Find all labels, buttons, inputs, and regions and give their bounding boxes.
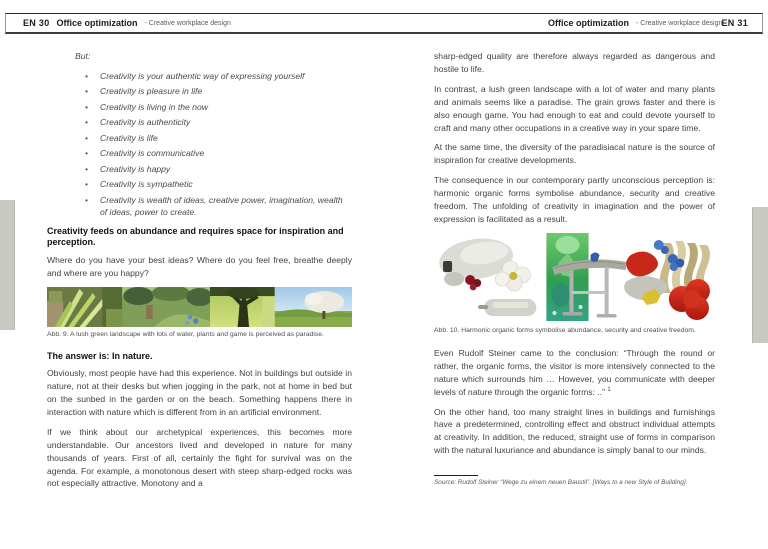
header-right	[548, 14, 722, 32]
bullet-icon: •	[85, 117, 89, 128]
list-item: • Creativity is living in the now	[85, 101, 208, 112]
chapter-title-left: Office optimization	[56, 18, 138, 28]
paragraph: In contrast, a lush green landscape with a lot of water and many plants and animals seems like a paradise. The grain grows faster and there is also enough game. You had enough to eat and could devote yourself to craft and many other occupations in a creative way in your spare time.	[434, 83, 715, 133]
page-right	[434, 50, 715, 487]
bullet-icon: •	[85, 70, 89, 81]
footnote-text: Source: Rudolf Steiner “Wege zu einem neuen Baustil”. [Ways to a new Style of Building].	[434, 479, 688, 487]
paragraph: If we think about our archetypical experiences, this becomes more understandable. Our ancestors lived and developed in nature for many thousands of years. First of all, certainly the fight for survival was on the agenda. For example, a monotonous desert with steep sharp-edged rocks was not especially attractive. Monotony and a	[47, 426, 352, 489]
footnote-rule	[434, 475, 478, 476]
page-number-left: EN 30	[23, 18, 50, 28]
header-left	[23, 14, 231, 32]
paragraph: The consequence in our contemporary partly unconscious perception is: harmonic organic forms symbolise abundance, security and creative freedom. The unfolding of creativity in imagination and the power of expression is facilitated as a result.	[434, 175, 715, 224]
paragraph: Where do you have your best ideas? Where do you feel free, breathe deeply and where are you happy?	[47, 254, 352, 278]
footnote-block	[434, 475, 715, 487]
paragraph: On the other hand, too many straight lines in buildings and furnishings have a predetermined, controlling effect and obstruct individual attempts at creativity. In addition, the reduced, straight use of forms in comparison with the natural luxuriance and abundance is simply banal to our minds.	[434, 406, 715, 456]
list-item: • Creativity is pleasure in life	[85, 86, 203, 97]
creativity-bullet-list	[47, 70, 352, 218]
list-item: • Creativity is communicative	[85, 148, 205, 159]
figure-9-image	[47, 287, 352, 327]
list-item: • Creativity is your authentic way of expressing yourself	[85, 70, 305, 81]
list-item: • Creativity is happy	[85, 163, 171, 174]
landscape-photo-strip	[47, 287, 352, 327]
list-item: • Creativity is authenticity	[85, 117, 191, 128]
heading-creativity-abundance: Creativity feeds on abundance and requires space for inspiration and perception.	[47, 225, 344, 248]
paragraph: Obviously, most people have had this experience. Not in buildings but outside in nature, not at their desks but when jogging in the park, not at home in bed but on the sunbed in the garden or on the beach. Something happens there in interaction with nature which is different from in an artificial environment.	[47, 368, 352, 417]
organic-forms-collage	[434, 233, 715, 323]
bullet-icon: •	[85, 194, 89, 205]
header-right-pageno	[721, 14, 748, 32]
page-number-right: EN 31	[721, 18, 748, 28]
page-header	[5, 13, 763, 34]
paragraph: At the same time, the diversity of the paradisiacal nature is the source of inspiration for creative developments.	[434, 142, 715, 166]
paragraph-steiner-quote: Even Rudolf Steiner came to the conclusion: “Through the round or rather, the organic forms, the visitor is more intensively connected to the nature which surrounds him … However, you communicate with deeper levels of nature through the organic forms: ..” $^1$	[434, 347, 715, 397]
figure-9-caption: Abb. 9. A lush green landscape with lots of water, plants and game is perceived as paradise.	[47, 330, 324, 338]
list-item: • Creativity is sympathetic	[85, 179, 193, 190]
page-left	[47, 50, 352, 497]
footnote-reference: 1	[607, 386, 611, 393]
thumb-tab-left	[0, 200, 15, 330]
paragraph: sharp-edged quality are therefore always regarded as dangerous and hostile to life.	[434, 51, 715, 74]
bullet-icon: •	[85, 179, 89, 190]
list-item: • Creativity is wealth of ideas, creative power, imagination, wealth of ideas, power to create.	[85, 194, 343, 217]
list-item: • Creativity is life	[85, 132, 158, 143]
bullet-icon: •	[85, 163, 89, 174]
list-intro: But:	[75, 51, 91, 61]
chapter-subtitle-left: - Creative workplace design	[144, 19, 231, 27]
chapter-title-right: Office optimization	[548, 18, 629, 28]
thumb-tab-right	[752, 207, 768, 343]
chapter-subtitle-right: - Creative workplace design	[636, 19, 723, 27]
bullet-icon: •	[85, 101, 89, 112]
bullet-icon: •	[85, 132, 89, 143]
bullet-icon: •	[85, 148, 89, 159]
figure-10-caption: Abb. 10. Harmonic organic forms symbolise abundance, security and creative freedom.	[434, 326, 696, 334]
heading-answer-nature: The answer is: In nature.	[47, 350, 153, 361]
figure-10-image	[434, 233, 715, 323]
bullet-icon: •	[85, 86, 89, 97]
